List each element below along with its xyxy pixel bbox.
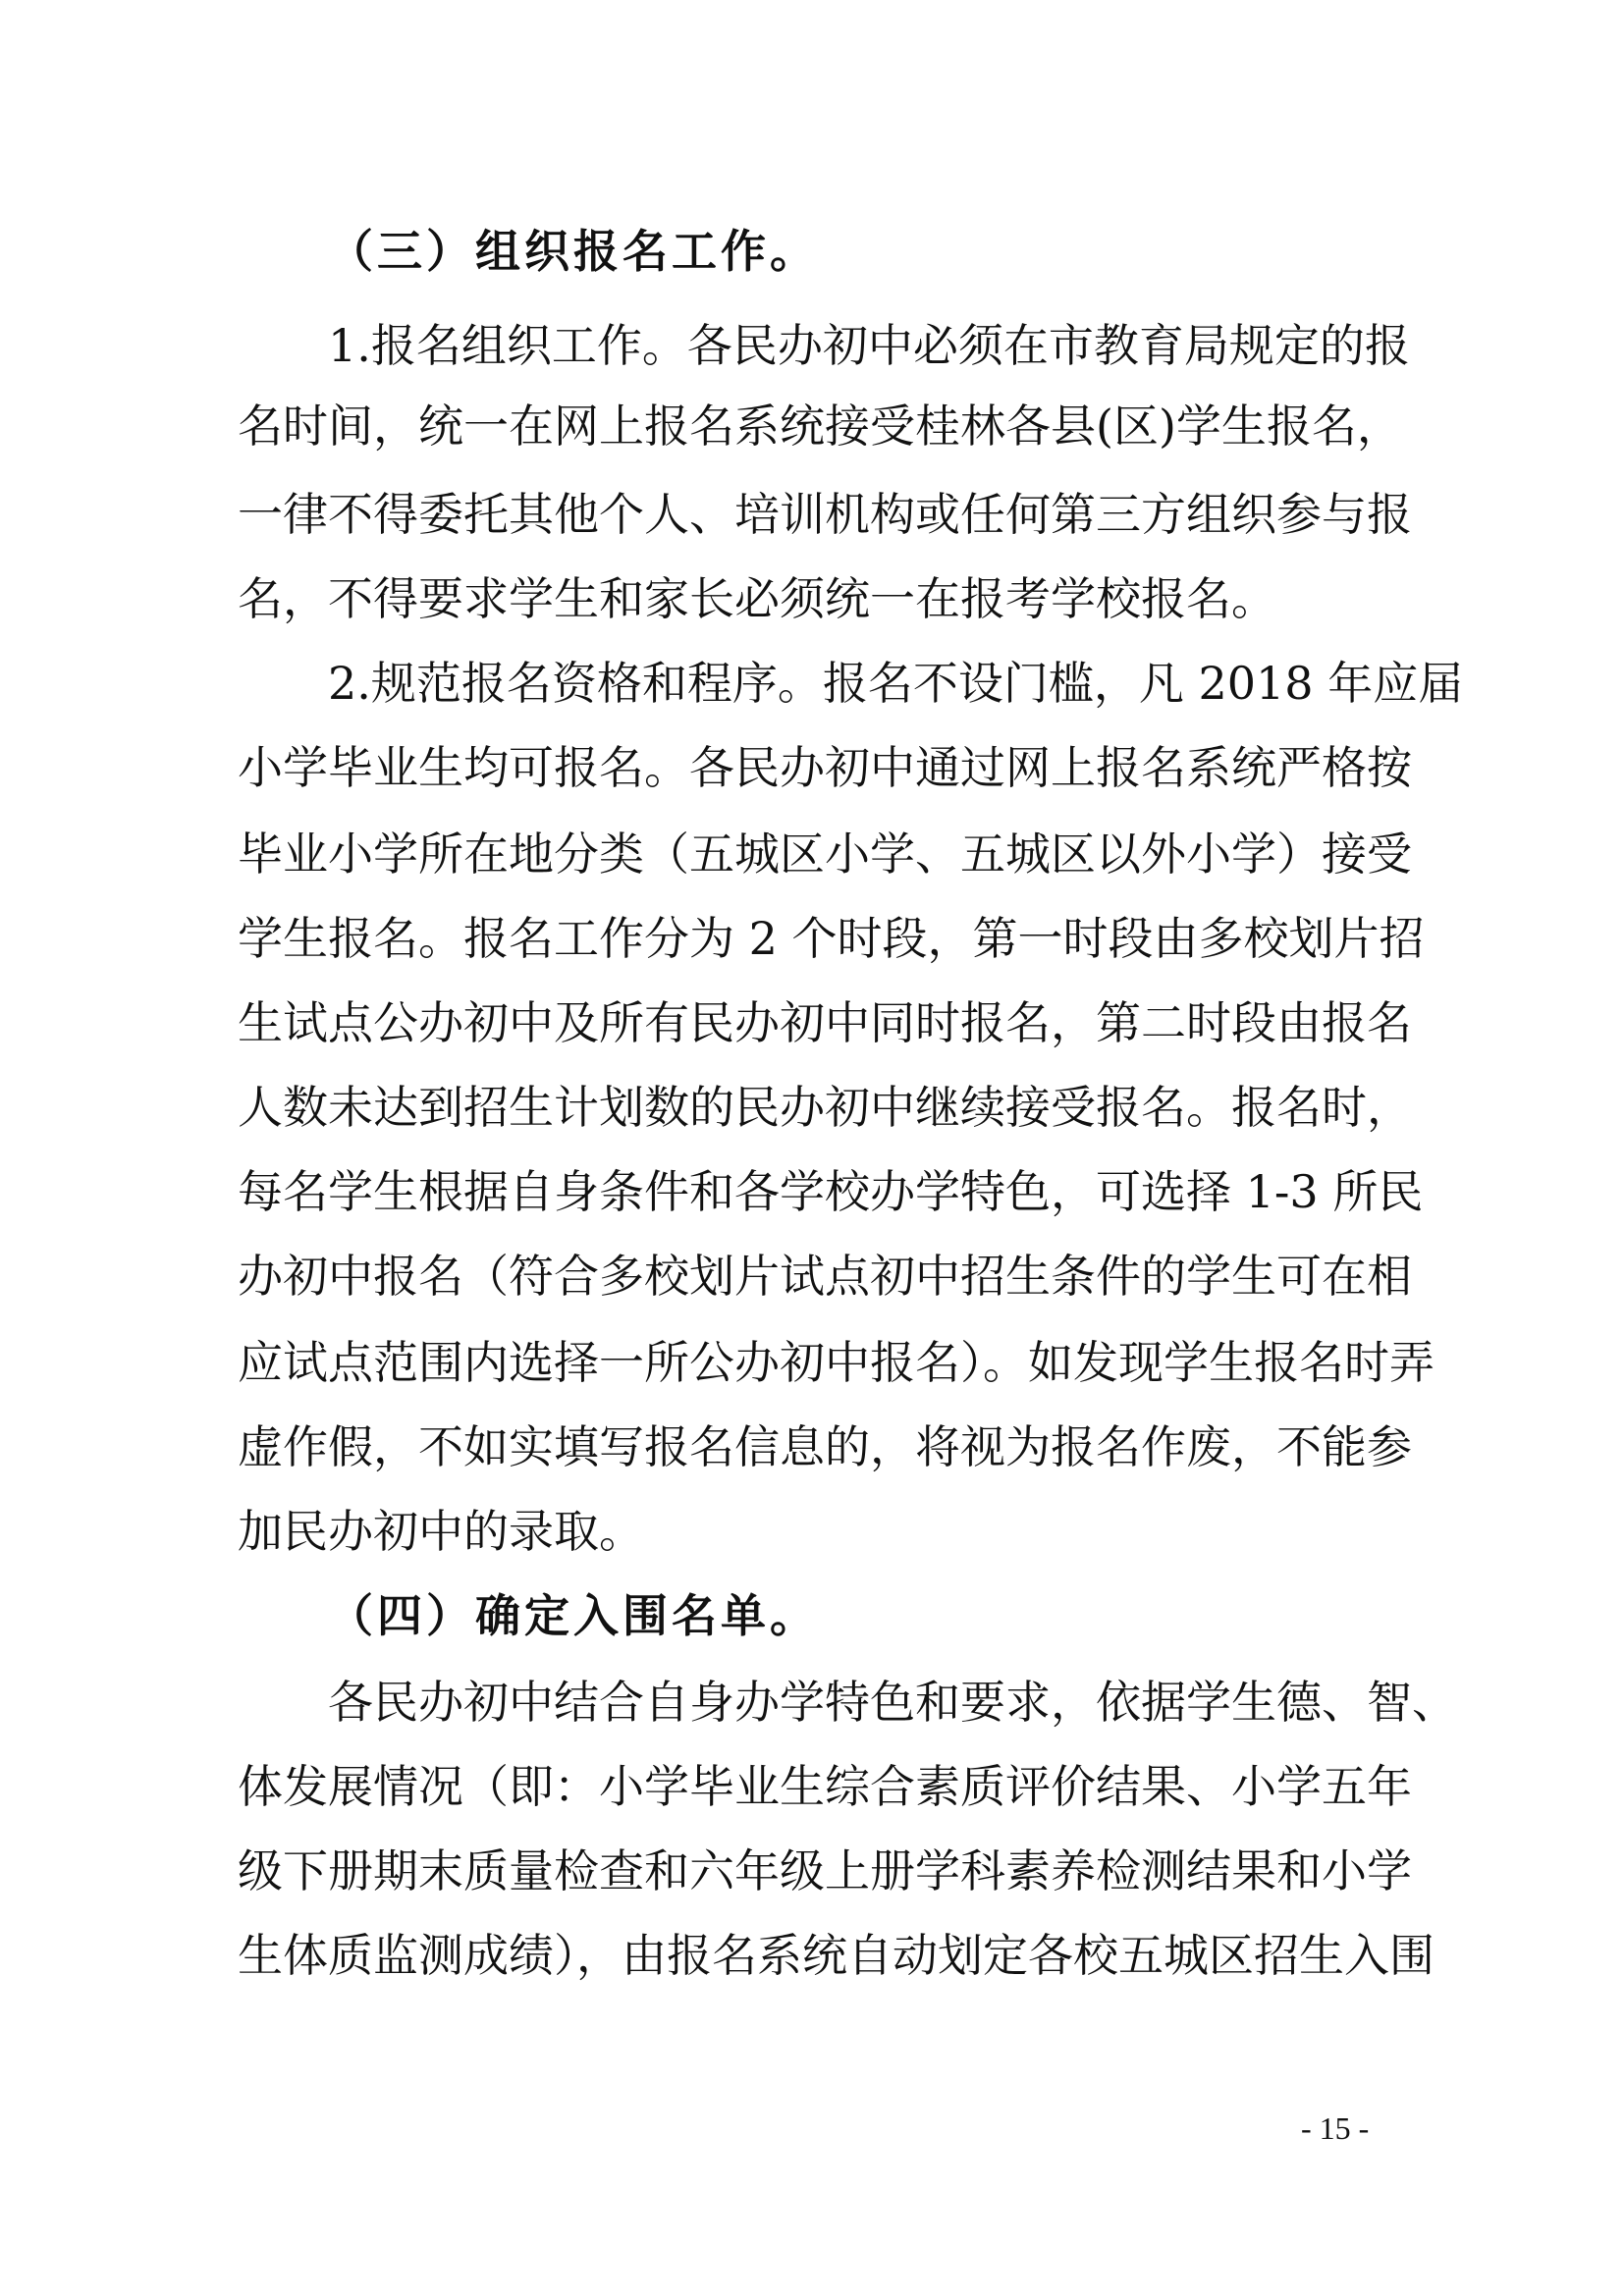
paragraph-line: 1.报名组织工作。各民办初中必须在市教育局规定的报 bbox=[328, 319, 1410, 372]
paragraph-line: 虚作假，不如实填写报名信息的，将视为报名作废，不能参 bbox=[238, 1420, 1412, 1473]
paragraph-line: 2.规范报名资格和程序。报名不设门槛，凡 2018 年应届 bbox=[328, 657, 1464, 710]
paragraph-line: 应试点范围内选择一所公办初中报名）。如发现学生报名时弄 bbox=[238, 1336, 1435, 1389]
section-heading-3: （三）组织报名工作。 bbox=[328, 225, 819, 278]
page-number: - 15 - bbox=[1301, 2110, 1370, 2146]
paragraph-line: 各民办初中结合自身办学特色和要求，依据学生德、智、 bbox=[328, 1676, 1457, 1729]
paragraph-line: 体发展情况（即：小学毕业生综合素质评价结果、小学五年 bbox=[238, 1760, 1412, 1813]
paragraph-line: 级下册期末质量检查和六年级上册学科素养检测结果和小学 bbox=[238, 1844, 1412, 1897]
paragraph-line: 毕业小学所在地分类（五城区小学、五城区以外小学）接受 bbox=[238, 828, 1412, 881]
paragraph-line: 学生报名。报名工作分为 2 个时段，第一时段由多校划片招 bbox=[238, 912, 1425, 965]
paragraph-line: 名，不得要求学生和家长必须统一在报考学校报名。 bbox=[238, 572, 1276, 625]
paragraph-line: 名时间，统一在网上报名系统接受桂林各县(区)学生报名， bbox=[238, 400, 1402, 453]
paragraph-line: 生体质监测成绩），由报名系统自动划定各校五城区招生入围 bbox=[238, 1929, 1435, 1982]
paragraph-line: 办初中报名（符合多校划片试点初中招生条件的学生可在相 bbox=[238, 1250, 1412, 1303]
paragraph-line: 一律不得委托其他个人、培训机构或任何第三方组织参与报 bbox=[238, 488, 1412, 541]
paragraph-line: 人数未达到招生计划数的民办初中继续接受报名。报名时， bbox=[238, 1081, 1412, 1134]
paragraph-line: 生试点公办初中及所有民办初中同时报名，第二时段由报名 bbox=[238, 996, 1412, 1049]
paragraph-line: 小学毕业生均可报名。各民办初中通过网上报名系统严格按 bbox=[238, 741, 1412, 794]
paragraph-line: 每名学生根据自身条件和各学校办学特色，可选择 1-3 所民 bbox=[238, 1165, 1424, 1218]
paragraph-line: 加民办初中的录取。 bbox=[238, 1505, 644, 1558]
section-heading-4: （四）确定入围名单。 bbox=[328, 1589, 819, 1642]
